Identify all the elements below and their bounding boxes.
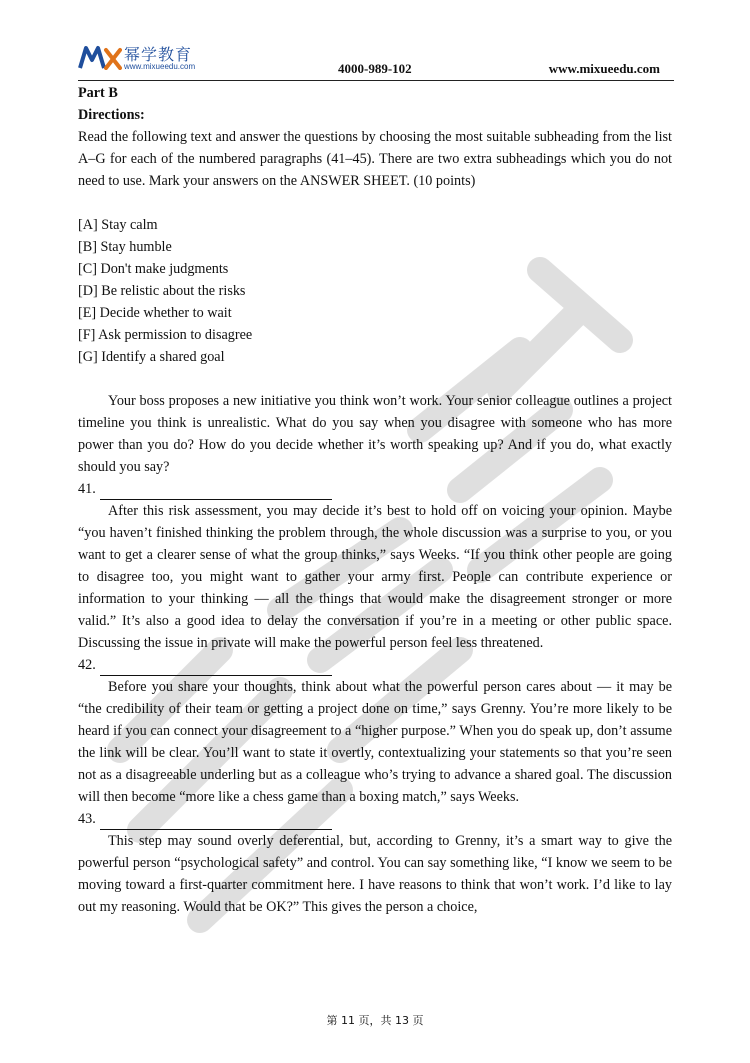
document-body	[78, 82, 672, 918]
question-number: 41.	[78, 481, 96, 497]
question-number: 42.	[78, 657, 96, 673]
header-website: www.mixueedu.com	[548, 61, 660, 76]
option-b: [B] Stay humble	[78, 239, 172, 255]
page-header	[78, 38, 674, 81]
paragraph-43: This step may sound overly deferential, but, according to Grenny, it’s a smart way to give the powerful person “psychological safety” and control. You can say something like, “I know we seem to be moving toward a first-quarter commitment here. I have reasons to think that won’t work. I’d like to lay out my reasoning. Would that be OK?” This gives the person a choice,	[78, 833, 672, 915]
option-e: [E] Decide whether to wait	[78, 305, 232, 321]
option-f: [F] Ask permission to disagree	[78, 327, 253, 343]
page-footer: 第 11 页，共 13 页	[326, 1014, 424, 1027]
question-41-blank[interactable]	[78, 478, 672, 500]
logo-url-text: www.mixueedu.com	[124, 62, 196, 71]
logo-chinese-text: 幂学教育	[124, 45, 193, 64]
directions-text: Read the following text and answer the questions by choosing the most suitable subheading from the list A–G for each of the numbered paragraphs (41–45). There are two extra subheadings which you do not need to use. Mark your answers on the ANSWER SHEET. (10 points)	[78, 129, 672, 189]
answer-blank[interactable]	[100, 483, 332, 500]
mx-logo-icon	[78, 44, 122, 70]
paragraph-42: Before you share your thoughts, think about what the powerful person cares about — it may be “the credibility of their team or getting a project done on time,” says Grenny. You’re more likely to be heard if you can connect your disagreement to a “higher purpose.” When you do speak up, don’t assume the link will be clear. You’ll want to state it overtly, contextualizing your statements so that you’re seen not as a disagreeable underling but as a colleague who’s trying to advance a shared goal. The discussion will then become “more like a chess game than a boxing match,” says Weeks.	[78, 679, 672, 805]
question-42-blank[interactable]	[78, 654, 672, 676]
paragraph-41: After this risk assessment, you may decide it’s best to hold off on voicing your opinion. Maybe “you haven’t finished thinking the problem through, the whole discussion was a surprise to you, or you want to get a clearer sense of what the group thinks,” says Weeks. “If you think other people are going to disagree too, you might want to gather your army first. People can contribute experience or information to your thinking — all the things that would make the disagreement stronger or more valid.” It’s also a good idea to delay the conversation if you’re in a meeting or other public space. Discussing the issue in private will make the powerful person feel less threatened.	[78, 503, 672, 651]
part-title: Part B	[78, 85, 118, 101]
option-d: [D] Be relistic about the risks	[78, 283, 246, 299]
question-43-blank[interactable]	[78, 808, 672, 830]
header-phone: 4000-989-102	[338, 61, 412, 76]
answer-blank[interactable]	[100, 813, 332, 830]
directions-label: Directions:	[78, 107, 145, 123]
option-g: [G] Identify a shared goal	[78, 349, 225, 365]
option-a: [A] Stay calm	[78, 217, 158, 233]
option-c: [C] Don't make judgments	[78, 261, 229, 277]
brand-logo	[78, 40, 218, 74]
intro-paragraph: Your boss proposes a new initiative you think won’t work. Your senior colleague outlines a project timeline you think is unrealistic. What do you say when you disagree with someone who has more power than you do? How do you decide whether it’s worth speaking up? And if you do, what exactly should you say?	[78, 393, 672, 475]
question-number: 43.	[78, 811, 96, 827]
answer-blank[interactable]	[100, 659, 332, 676]
